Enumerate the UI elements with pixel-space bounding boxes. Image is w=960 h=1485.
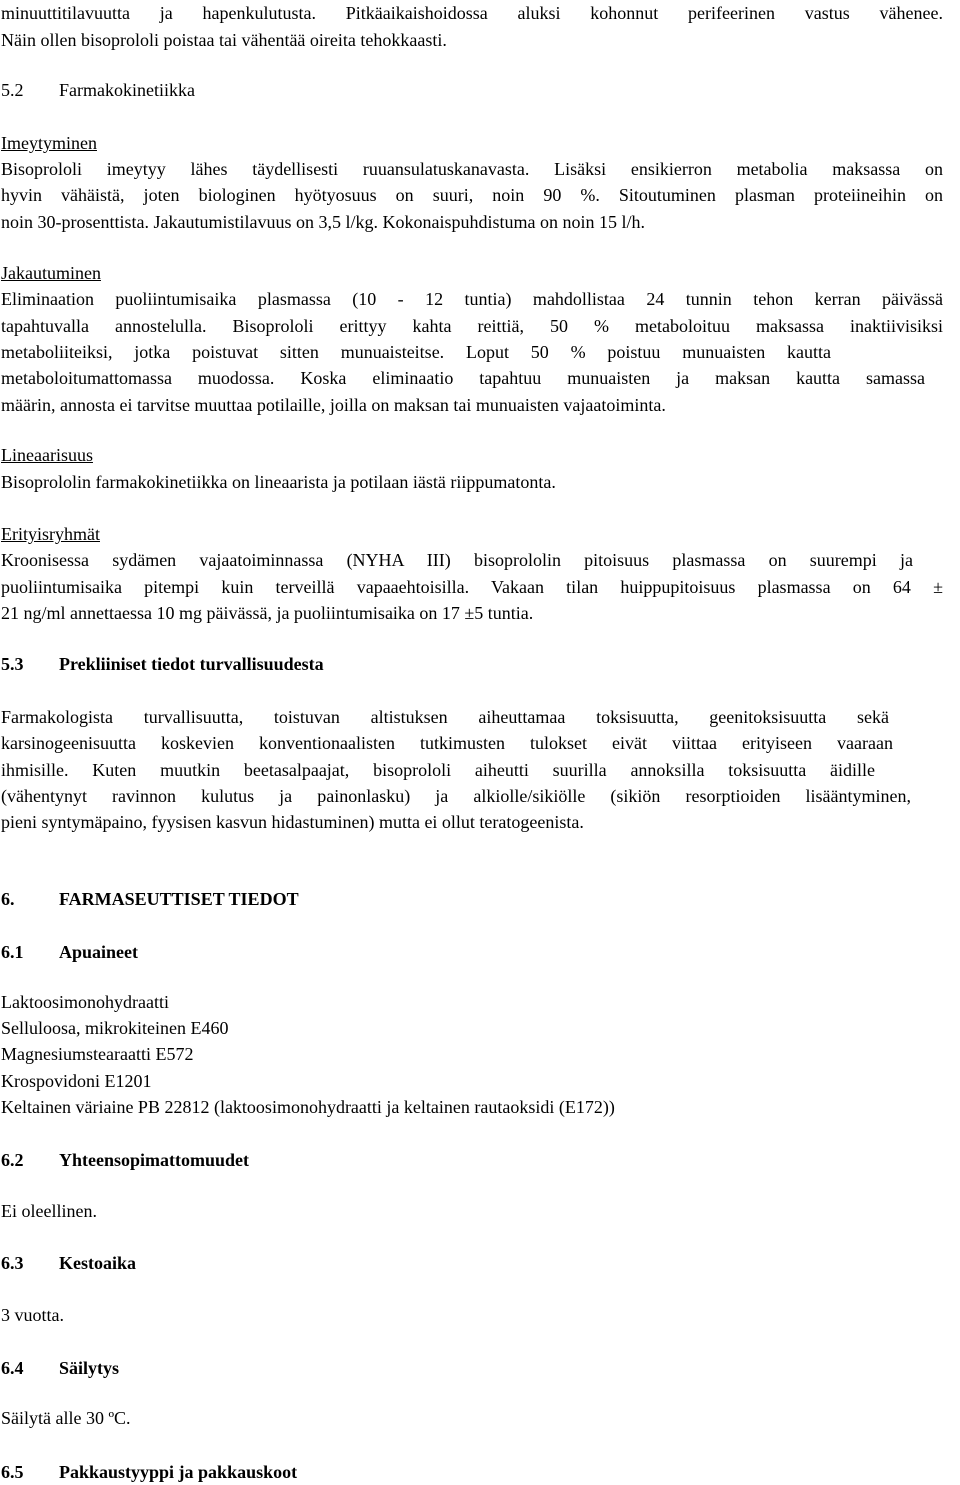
section-title: Farmakokinetiikka <box>59 80 195 100</box>
section-title: Prekliiniset tiedot turvallisuudesta <box>59 654 324 674</box>
section-number: 5.2 <box>1 80 24 100</box>
section-heading-6-1 <box>1 941 138 963</box>
paragraph-line: minuuttitilavuutta ja hapenkulutusta. Pitkäaikaishoidossa aluksi kohonnut perifeerinen vastus vähenee. <box>1 3 943 23</box>
section-heading-6-5 <box>1 1461 297 1483</box>
section-number: 6. <box>1 889 15 909</box>
paragraph-line: Bisoprololin farmakokinetiikka on lineaarista ja potilaan iästä riippumatonta. <box>1 472 556 492</box>
paragraph-line: Bisoprololi imeytyy lähes täydellisesti ruuansulatuskanavasta. Lisäksi ensikierron metabolia maksassa on <box>1 159 943 179</box>
paragraph-line: metaboloitumattomassa muodossa. Koska eliminaatio tapahtuu munuaisten ja maksan kautta samassa <box>1 368 925 388</box>
paragraph-line: määrin, annosta ei tarvitse muuttaa potilaille, joilla on maksan tai munuaisten vajaatoiminta. <box>1 395 666 415</box>
paragraph-line: Säilytä alle 30 ºC. <box>1 1408 131 1428</box>
section-title: Apuaineet <box>59 942 139 962</box>
subheading-special-groups: Erityisryhmät <box>1 524 100 544</box>
paragraph-line: tapahtuvalla annostelulla. Bisoprololi erittyy kahta reittiä, 50 % metaboloituu maksassa inaktiivisiksi <box>1 316 943 336</box>
list-item: Magnesiumstearaatti E572 <box>1 1044 194 1064</box>
paragraph-line: noin 30-prosenttista. Jakautumistilavuus on 3,5 l/kg. Kokonaispuhdistuma on noin 15 l/h. <box>1 212 645 232</box>
section-heading-6-2 <box>1 1149 249 1171</box>
section-heading-5-3 <box>1 653 324 675</box>
paragraph-line: 21 ng/ml annettaessa 10 mg päivässä, ja puoliintumisaika on 17 ±5 tuntia. <box>1 603 534 623</box>
section-title: Säilytys <box>59 1358 120 1378</box>
section-number: 6.4 <box>1 1358 24 1378</box>
paragraph-line: ihmisille. Kuten muutkin beetasalpaajat, bisoprololi aiheutti suurilla annoksilla toksisuutta äidille <box>1 760 875 780</box>
section-number: 6.1 <box>1 942 24 962</box>
paragraph-line: 3 vuotta. <box>1 1305 64 1325</box>
paragraph-line: hyvin vähäistä, joten biologinen hyötyosuus on suuri, noin 90 %. Sitoutuminen plasman proteiineihin on <box>1 185 943 205</box>
section-heading-6-4 <box>1 1357 119 1379</box>
paragraph-line: (vähentynyt ravinnon kulutus ja painonlasku) ja alkiolle/sikiölle (sikiön resorptioiden lisääntyminen, <box>1 786 911 806</box>
paragraph-line: Näin ollen bisoprololi poistaa tai vähentää oireita tehokkaasti. <box>1 30 447 50</box>
section-title: Yhteensopimattomuudet <box>59 1150 250 1170</box>
section-title: FARMASEUTTISET TIEDOT <box>59 889 299 909</box>
paragraph-line: Ei oleellinen. <box>1 1201 97 1221</box>
section-heading-5-2 <box>1 79 195 101</box>
paragraph-line: puoliintumisaika pitempi kuin terveillä vapaaehtoisilla. Vakaan tilan huippupitoisuus plasmassa on 64 ± <box>1 577 943 597</box>
subheading-distribution: Jakautuminen <box>1 263 101 283</box>
paragraph-line: Eliminaation puoliintumisaika plasmassa (10 - 12 tuntia) mahdollistaa 24 tunnin tehon kerran päivässä <box>1 289 943 309</box>
subheading-linearity: Lineaarisuus <box>1 445 93 465</box>
list-item: Keltainen väriaine PB 22812 (laktoosimonohydraatti ja keltainen rautaoksidi (E172)) <box>1 1097 615 1117</box>
section-number: 6.3 <box>1 1253 24 1273</box>
section-title: Pakkaustyyppi ja pakkauskoot <box>59 1462 298 1482</box>
section-title: Kestoaika <box>59 1253 137 1273</box>
subheading-absorption: Imeytyminen <box>1 133 97 153</box>
section-number: 5.3 <box>1 654 24 674</box>
paragraph-line: Kroonisessa sydämen vajaatoiminnassa (NYHA III) bisoprololin pitoisuus plasmassa on suurempi ja <box>1 550 913 570</box>
section-heading-6 <box>1 888 299 910</box>
paragraph-line: karsinogeenisuutta koskevien konventionaalisten tutkimusten tulokset eivät viittaa erityiseen vaaraan <box>1 733 893 753</box>
section-number: 6.2 <box>1 1150 24 1170</box>
paragraph-line: Farmakologista turvallisuutta, toistuvan altistuksen aiheuttamaa toksisuutta, geenitoksisuutta sekä <box>1 707 889 727</box>
list-item: Selluloosa, mikrokiteinen E460 <box>1 1018 229 1038</box>
section-heading-6-3 <box>1 1252 136 1274</box>
paragraph-line: metaboliiteiksi, jotka poistuvat sitten munuaisteitse. Loput 50 % poistuu munuaisten kautta <box>1 342 831 362</box>
paragraph-line: pieni syntymäpaino, fyysisen kasvun hidastuminen) mutta ei ollut teratogeenista. <box>1 812 584 832</box>
section-number: 6.5 <box>1 1462 24 1482</box>
list-item: Krospovidoni E1201 <box>1 1071 152 1091</box>
list-item: Laktoosimonohydraatti <box>1 992 169 1012</box>
